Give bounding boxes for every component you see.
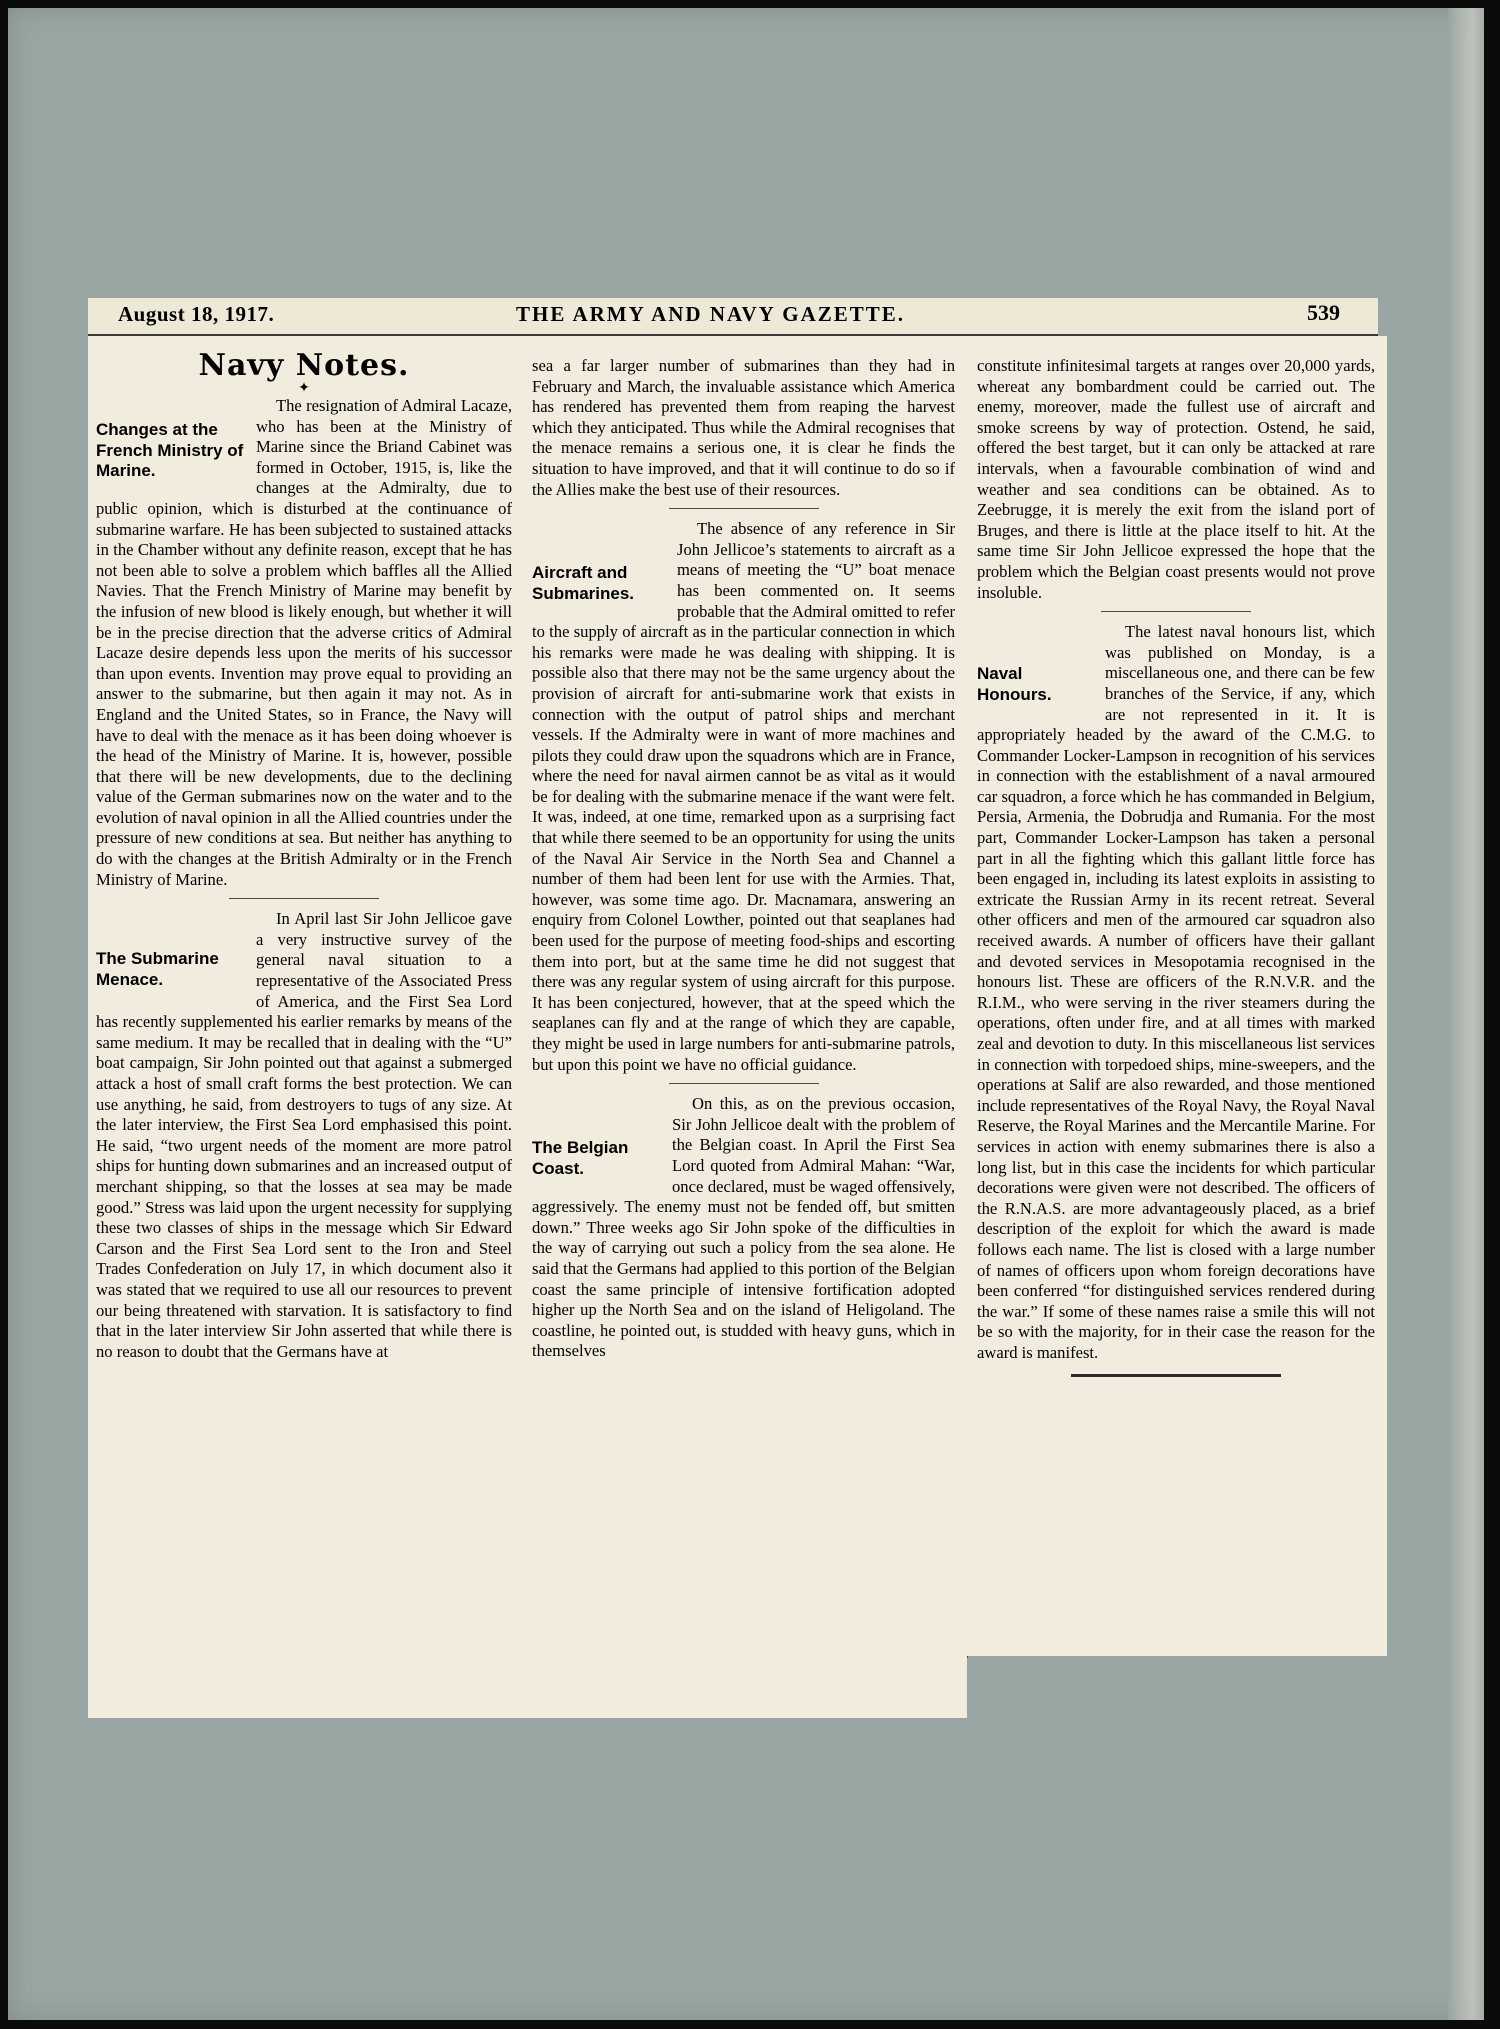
sidenote-honours: Naval Honours. <box>977 664 1052 704</box>
section-divider <box>1101 611 1251 612</box>
paragraph-aircraft: The absence of any reference in Sir John Jellicoe’s statements to aircraft as a means of meeting the “U” boat menace has been commented on. It seems probable that the Admiral omitted to refer to the supply of aircraft as in the particular connection in which his remarks were made he was dealing with shipping. It is possible also that there may not be the same urgency about the provision of aircraft for anti-submarine work that exists in connection with the output of patrol ships and merchant vessels. If the Admiralty were in want of more machines and pilots they could draw upon the squadrons which are in France, where the need for naval airmen cannot be as vital as it would be for dealing with the submarine menace if the want were felt. It was, indeed, at one time, remarked upon as a surprising fact that while there seemed to be an opportunity for using the units of the Naval Air Service in the North Sea and Channel a number of them had been lent for use with the Armies. That, however, was some time ago. Dr. Macnamara, answering an enquiry from Colonel Lowther, pointed out that seaplanes had been used for the purpose of meeting food-ships and escorting them into port, but at the same time he did not suggest that there was any regular system of using aircraft for this purpose. It has been conjectured, however, that at the speed which the seaplanes can fly and at the range of which they are capable, they might be used in large numbers for anti-submarine patrols, but upon this point we have no official guidance. <box>532 519 955 1074</box>
page-number: 539 <box>1307 300 1340 325</box>
sidenote-belgian: The Belgian Coast. <box>532 1138 629 1178</box>
paragraph-belgian-2: constitute infinitesimal targets at ranges over 20,000 yards, whereat any bombardment could be carried out. The enemy, moreover, made the fullest use of aircraft and smoke screens by way of protection. Ostend, he said, offered the best target, but it can only be attacked at rare intervals, when a favourable combination of wind and weather and sea conditions can be obtained. As to Zeebrugge, it is merely the exit from the island port of Bruges, and there is little at the place itself to hit. At the same time Sir John Jellicoe expressed the hope that the problem which the Belgian coast presents would not prove insoluble. <box>977 356 1375 602</box>
column-3 <box>967 336 1387 1656</box>
section-divider <box>669 508 819 509</box>
ornament-divider: ✦ <box>298 381 310 396</box>
section-divider <box>229 898 379 899</box>
newspaper-title: THE ARMY AND NAVY GAZETTE. <box>516 302 906 326</box>
section-divider <box>669 1083 819 1084</box>
end-rule <box>1071 1374 1281 1377</box>
paragraph-honours: The latest naval honours list, which was published on Monday, is a miscellaneous one, and there can be few branches of the Service, if any, which are not represented in it. It is appropriately headed by the award of the C.M.G. to Commander Locker-Lampson in recognition of his services in connection with the establishment of a naval armoured car squadron, a force which he has commanded in Belgium, Persia, Armenia, the Dobrudja and Rumania. For the most part, Commander Locker-Lampson has taken a personal part in all the fighting which this gallant little force has been engaged in, including its latest exploits in assisting to extricate the Russian Army in its recent retreat. Several other officers and men of the armoured car squadron also received awards. A number of officers have their gallant and devoted services in Mesopotamia recognised in the honours list. These are officers of the R.N.V.R. and the R.I.M., who were serving in the river steamers during the operations, often under fire, and at all times with marked zeal and devotion to duty. In this miscellaneous list services in connection with torpedoed ships, mine-sweepers, and the operations at Salif are also rewarded, and those mentioned include representatives of the Royal Navy, the Royal Naval Reserve, the Royal Marines and the Mercantile Marine. For services in action with enemy submarines there is also a long list, but in this case the incidents for which particular decorations were given were not described. The officers of the R.N.A.S. are more advantageously placed, as a brief description of the exploit for which the award is made follows each name. The list is closed with a large number of names of officers upon whom foreign decorations have been conferred “for distinguished services rendered during the war.” If some of these names raise a smile this will not be so with the majority, for in their case the reason for the award is manifest. <box>977 622 1375 1362</box>
paragraph-submarine-1: In April last Sir John Jellicoe gave a very instructive survey of the general naval situation to a representative of the Associated Press of America, and the First Sea Lord has recently supplemented his earlier remarks by means of the same medium. It may be recalled that in dealing with the “U” boat campaign, Sir John pointed out that against a submerged attack a host of small craft forms the best protection. We can use anything, he said, from destroyers to tugs of any size. At the later interview, the First Sea Lord emphasised this point. He said, “two urgent needs of the moment are more patrol ships for hunting down submarines and an increased output of merchant shipping, so that the losses at sea may be made good.” Stress was laid upon the urgent necessity for supplying these two classes of ships in the message which Sir Edward Carson and the First Sea Lord sent to the Iron and Steel Trades Confederation on July 17, in which document also it was stated that we required to use all our resources to prevent our being threatened with starvation. It is satisfactory to find that in the later interview Sir John asserted that while there is no reason to doubt that the Germans have at <box>96 909 512 1361</box>
sidenote-changes: Changes at the French Ministry of Marine. <box>96 420 244 481</box>
issue-date: August 18, 1917. <box>118 302 275 326</box>
paragraph-submarine-2: sea a far larger number of submarines than they had in February and March, the invaluable assistance which America has rendered has prevented them from reaping the harvest which they anticipated. Thus while the Admiral recognises that the menace remains a serious one, it is clear he finds the situation to have improved, and that it will continue to do so if the Allies make the best use of their resources. <box>532 356 955 499</box>
sidenote-aircraft: Aircraft and Submarines. <box>532 563 635 603</box>
sidenote-submarine: The Submarine Menace. <box>96 949 219 989</box>
article-heading: Navy Notes. <box>198 348 410 383</box>
album-spine <box>1448 8 1484 2020</box>
masthead <box>88 298 1378 336</box>
column-2 <box>520 336 967 1718</box>
paragraph-belgian-1: On this, as on the previous occasion, Sir John Jellicoe dealt with the problem of the Belgian coast. In April the First Sea Lord quoted from Admiral Mahan: “War, once declared, must be waged offensively, aggressively. The enemy must not be fended off, but smitten down.” Three weeks ago Sir John spoke of the difficulties in the way of carrying out such a policy from the sea alone. He said that the Germans had applied to this portion of the Belgian coast the same principle of intensive fortification adopted higher up the North Sea and on the island of Heligoland. The coastline, he pointed out, is studded with heavy guns, which in themselves <box>532 1094 955 1361</box>
paragraph-changes: The resignation of Admiral Lacaze, who has been at the Ministry of Marine since the Briand Cabinet was formed in October, 1915, is, like the changes at the Admiralty, due to public opinion, which is disturbed at the continuance of submarine warfare. He has been subjected to sustained attacks in the Chamber without any definite reason, except that he has not been able to solve a problem which baffles all the Allied Navies. That the French Ministry of Marine may benefit by the infusion of new blood is likely enough, but whether it will be in the precise direction that the adverse critics of Admiral Lacaze desire depends less upon the merits of his successor than upon events. Invention may prove equal to providing an answer to the submarine, but then again it may not. As in England and the United States, so in France, the Navy will have to deal with the menace as it has been doing whoever is the head of the Ministry of Marine. It is, however, possible that there will be new developments, due to the declining value of the German submarines now on the water and to the evolution of naval opinion in all the Allied countries under the pressure of new conditions at sea. But neither has anything to do with the changes at the British Admiralty or in the French Ministry of Marine. <box>96 396 512 889</box>
column-1 <box>88 336 520 1718</box>
